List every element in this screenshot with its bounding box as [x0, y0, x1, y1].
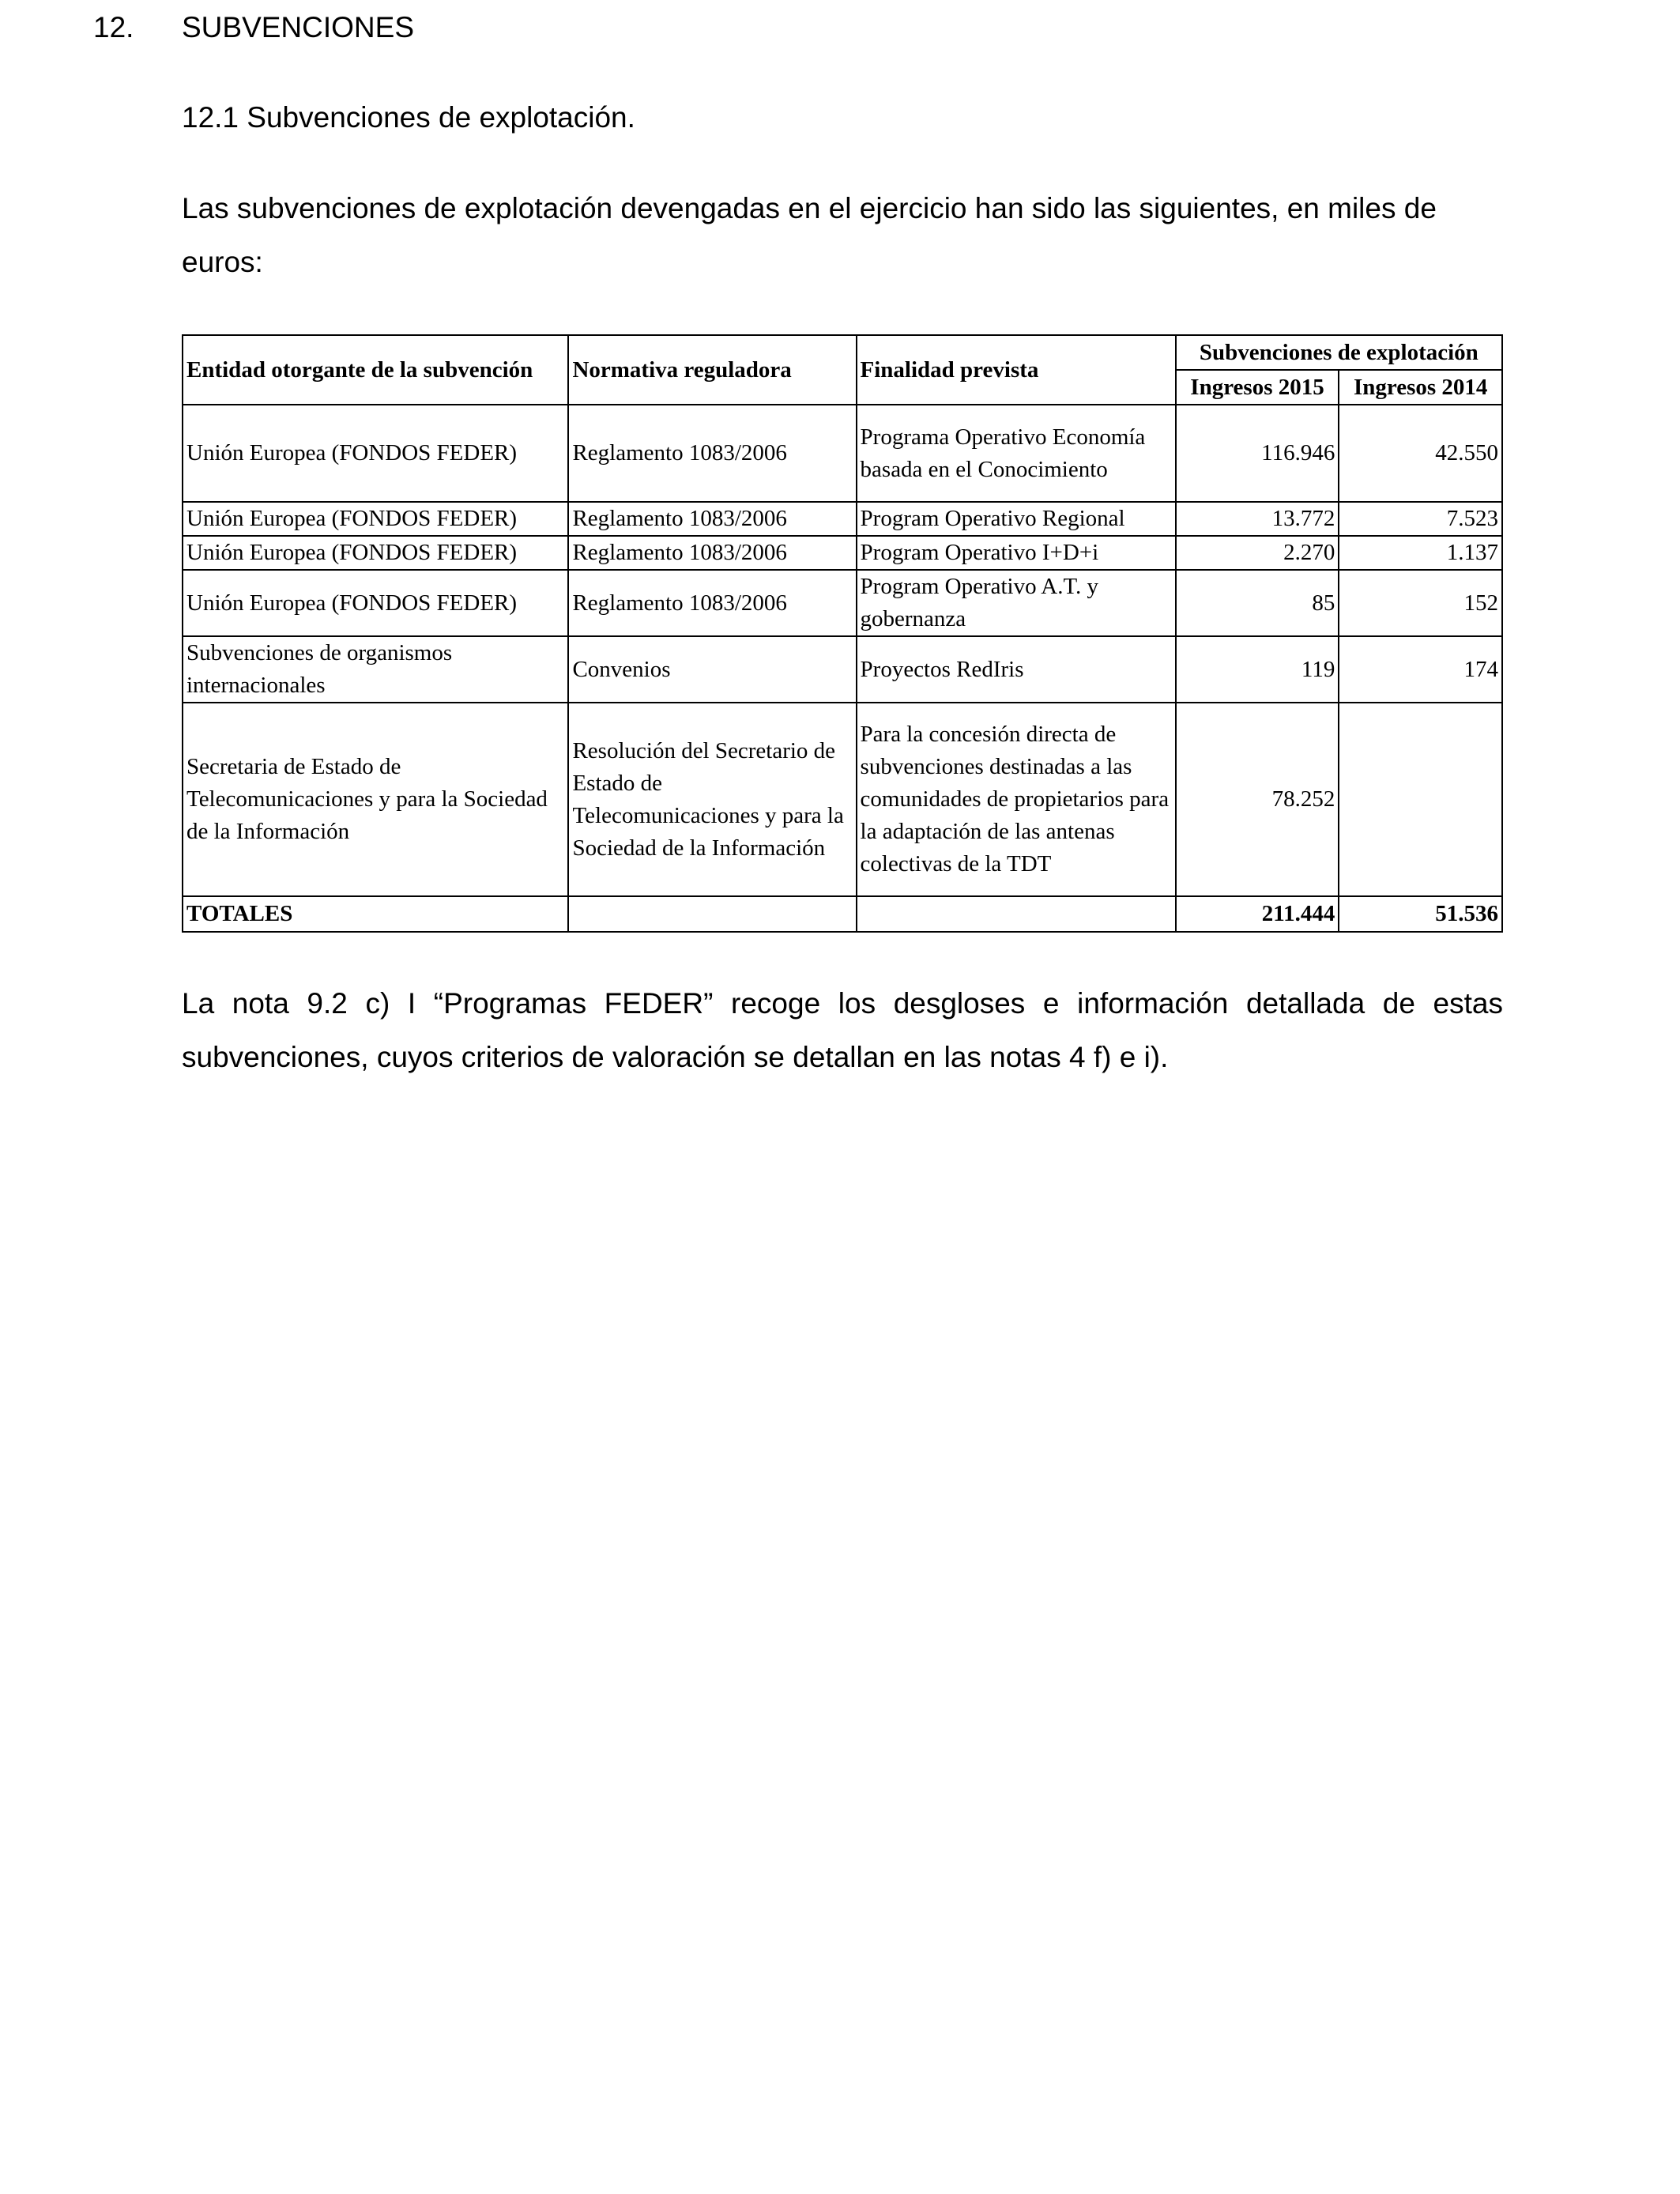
section-title: SUBVENCIONES [182, 11, 415, 43]
cell-income-2014: 174 [1339, 636, 1502, 703]
cell-income-2014: 7.523 [1339, 502, 1502, 536]
cell-purpose: Program Operativo Regional [857, 502, 1176, 536]
cell-income-2015: 85 [1176, 570, 1339, 636]
cell-income-2014 [1339, 703, 1502, 896]
cell-income-2015: 116.946 [1176, 405, 1339, 502]
header-entity: Entidad otorgante de la subvención [183, 335, 568, 405]
cell-purpose: Program Operativo A.T. y gobernanza [857, 570, 1176, 636]
totals-income-2014: 51.536 [1339, 896, 1502, 932]
intro-paragraph: Las subvenciones de explotación devengadas en el ejercicio han sido las siguientes, en miles de euros: [182, 192, 1437, 278]
table-row [183, 502, 1502, 536]
cell-entity: Secretaria de Estado de Telecomunicaciones y para la Sociedad de la Información [183, 703, 568, 896]
cell-income-2014: 42.550 [1339, 405, 1502, 502]
cell-entity: Unión Europea (FONDOS FEDER) [183, 570, 568, 636]
totals-income-2015: 211.444 [1176, 896, 1339, 932]
cell-regulation: Convenios [568, 636, 856, 703]
totals-empty-cell [568, 896, 856, 932]
totals-empty-cell [857, 896, 1176, 932]
subsection-title: 12.1 Subvenciones de explotación. [182, 101, 635, 134]
cell-entity: Subvenciones de organismos internacionales [183, 636, 568, 703]
header-income-2015: Ingresos 2015 [1176, 370, 1339, 405]
cell-regulation: Resolución del Secretario de Estado de Telecomunicaciones y para la Sociedad de la Información [568, 703, 856, 896]
cell-regulation: Reglamento 1083/2006 [568, 405, 856, 502]
cell-regulation: Reglamento 1083/2006 [568, 570, 856, 636]
table-header-row [183, 335, 1502, 370]
table-row [183, 636, 1502, 703]
cell-income-2015: 78.252 [1176, 703, 1339, 896]
table-row [183, 405, 1502, 502]
table-row [183, 536, 1502, 570]
cell-entity: Unión Europea (FONDOS FEDER) [183, 405, 568, 502]
cell-income-2014: 1.137 [1339, 536, 1502, 570]
cell-income-2015: 119 [1176, 636, 1339, 703]
table-row [183, 570, 1502, 636]
note-paragraph: La nota 9.2 c) I “Programas FEDER” recoge los desgloses e información detallada de estas subvenciones, cuyos criterios de valoración se detallan en las notas 4 f) e i). [182, 987, 1503, 1073]
cell-purpose: Para la concesión directa de subvenciones destinadas a las comunidades de propietarios para la adaptación de las antenas colectivas de la TDT [857, 703, 1176, 896]
cell-regulation: Reglamento 1083/2006 [568, 536, 856, 570]
header-purpose: Finalidad prevista [857, 335, 1176, 405]
totals-label: TOTALES [183, 896, 568, 932]
cell-purpose: Programa Operativo Economía basada en el Conocimiento [857, 405, 1176, 502]
header-regulation: Normativa reguladora [568, 335, 856, 405]
grants-table [182, 334, 1503, 933]
table-row [183, 703, 1502, 896]
cell-income-2015: 13.772 [1176, 502, 1339, 536]
header-group: Subvenciones de explotación [1176, 335, 1502, 370]
section-heading [93, 11, 414, 44]
header-income-2014: Ingresos 2014 [1339, 370, 1502, 405]
section-number: 12. [93, 11, 134, 43]
cell-income-2015: 2.270 [1176, 536, 1339, 570]
cell-entity: Unión Europea (FONDOS FEDER) [183, 536, 568, 570]
totals-row [183, 896, 1502, 932]
cell-income-2014: 152 [1339, 570, 1502, 636]
cell-purpose: Program Operativo I+D+i [857, 536, 1176, 570]
cell-regulation: Reglamento 1083/2006 [568, 502, 856, 536]
cell-entity: Unión Europea (FONDOS FEDER) [183, 502, 568, 536]
cell-purpose: Proyectos RedIris [857, 636, 1176, 703]
